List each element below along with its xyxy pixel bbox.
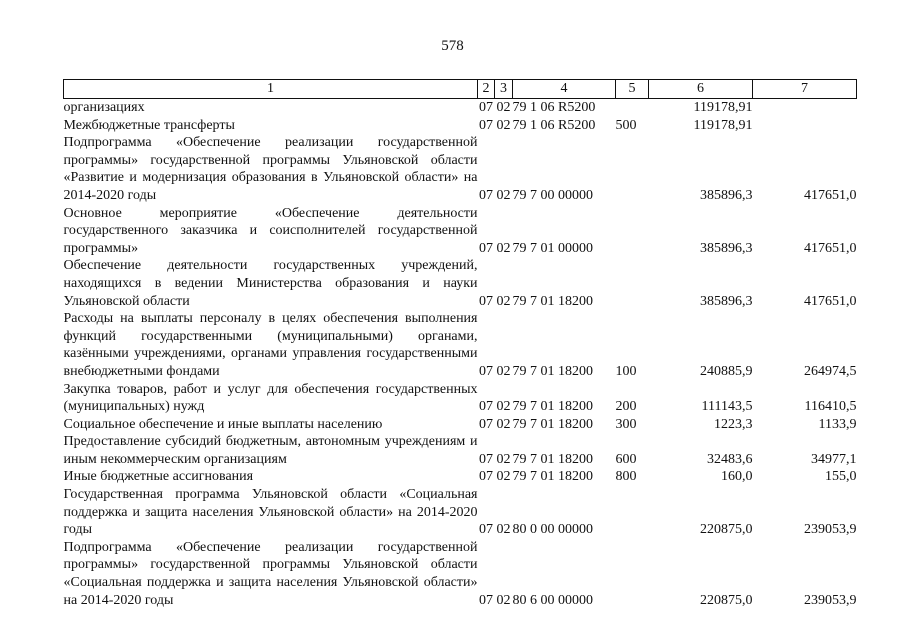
row-value-7: 417651,0 — [804, 240, 857, 256]
row-value-6: 1223,3 — [714, 416, 753, 432]
table-row — [64, 539, 857, 609]
row-type: 500 — [615, 117, 637, 133]
col-header-3: 3 — [495, 80, 513, 99]
row-value-7: 1133,9 — [818, 416, 857, 432]
row-value-7: 239053,9 — [804, 522, 857, 538]
row-code: 79 7 01 18200 — [512, 293, 593, 309]
row-section: 07 — [479, 187, 493, 203]
row-code: 79 7 01 00000 — [512, 240, 593, 256]
row-section: 07 — [479, 416, 493, 432]
row-type — [616, 205, 649, 258]
row-section: 07 — [479, 117, 493, 133]
row-subsection: 02 — [496, 240, 511, 256]
row-code: 79 7 01 18200 — [512, 469, 593, 485]
row-name: Социальное обеспечение и иные выплаты населению — [63, 416, 383, 432]
row-name: Закупка товаров, работ и услуг для обеспечения государственных (муниципальных) нужд — [63, 381, 478, 415]
row-code: 79 7 01 18200 — [512, 363, 593, 379]
row-subsection: 02 — [496, 522, 511, 538]
table-row — [64, 205, 857, 258]
row-subsection: 02 — [496, 293, 511, 309]
row-subsection: 02 — [496, 187, 511, 203]
row-type — [616, 539, 649, 609]
row-value-7 — [753, 99, 857, 117]
row-value-7: 417651,0 — [804, 187, 857, 203]
table-row — [64, 416, 857, 434]
row-type: 200 — [615, 399, 637, 415]
row-code: 79 7 01 18200 — [512, 399, 593, 415]
col-header-5: 5 — [616, 80, 649, 99]
row-subsection: 02 — [496, 451, 511, 467]
row-value-6: 111143,5 — [701, 399, 753, 415]
row-code: 80 6 00 00000 — [512, 592, 593, 608]
row-type: 300 — [615, 416, 637, 432]
row-name: Предоставление субсидий бюджетным, автономным учреждениям и иным некоммерческим организациям — [63, 434, 478, 467]
table-row — [64, 486, 857, 539]
table-row — [64, 257, 857, 310]
row-name: Обеспечение деятельности государственных учреждений, находящихся в ведении Министерства образования и науки Ульяновской области — [63, 258, 478, 309]
row-section: 07 — [479, 522, 493, 538]
row-section: 07 — [479, 399, 493, 415]
row-type — [616, 99, 649, 117]
row-value-6: 119178,91 — [693, 100, 753, 115]
row-subsection: 02 — [496, 399, 511, 415]
row-name: Иные бюджетные ассигнования — [63, 469, 254, 485]
row-name: организациях — [63, 100, 145, 115]
row-name: Расходы на выплаты персоналу в целях обеспечения выполнения функций государственными (муниципальными) органами, казёнными учреждениями, органами управления государственными внебюджетными фондами — [63, 311, 478, 379]
row-value-6: 240885,9 — [700, 363, 753, 379]
budget-table — [63, 79, 857, 609]
row-name: Межбюджетные трансферты — [63, 117, 235, 133]
row-code: 80 0 00 00000 — [512, 522, 593, 538]
col-header-6: 6 — [649, 80, 753, 99]
row-value-7: 116410,5 — [804, 399, 857, 415]
row-subsection: 02 — [496, 100, 511, 115]
row-value-6: 32483,6 — [707, 451, 753, 467]
row-value-6: 160,0 — [721, 469, 753, 485]
row-value-6: 119178,91 — [693, 117, 753, 133]
row-value-6: 385896,3 — [700, 187, 753, 203]
row-type: 600 — [615, 451, 637, 467]
row-section: 07 — [479, 469, 493, 485]
table-row — [64, 310, 857, 380]
row-subsection: 02 — [496, 592, 511, 608]
col-header-1: 1 — [64, 80, 478, 99]
row-name: Подпрограмма «Обеспечение реализации государственной программы» государственной программы Ульяновской области «Развитие и модернизация образования в Ульяновской области» на 2014-2020 годы — [63, 135, 478, 203]
row-code: 79 7 01 18200 — [512, 451, 593, 467]
table-row — [64, 468, 857, 486]
row-code: 79 1 06 R5200 — [512, 100, 596, 115]
row-value-6: 220875,0 — [700, 522, 753, 538]
row-value-7: 264974,5 — [804, 363, 857, 379]
row-code: 79 1 06 R5200 — [512, 117, 596, 133]
row-value-6: 220875,0 — [700, 592, 753, 608]
row-section: 07 — [479, 592, 493, 608]
row-value-7: 417651,0 — [804, 293, 857, 309]
col-header-7: 7 — [753, 80, 857, 99]
row-value-7 — [753, 117, 857, 135]
row-code: 79 7 00 00000 — [512, 187, 593, 203]
row-subsection: 02 — [496, 416, 511, 432]
row-section: 07 — [479, 451, 493, 467]
row-value-6: 385896,3 — [700, 293, 753, 309]
row-subsection: 02 — [496, 363, 511, 379]
header-row — [64, 80, 857, 99]
row-type — [616, 134, 649, 204]
page-number: 578 — [441, 38, 464, 54]
table-row — [64, 134, 857, 204]
row-section: 07 — [479, 240, 493, 256]
row-value-7: 155,0 — [825, 469, 857, 485]
row-name: Подпрограмма «Обеспечение реализации государственной программы» государственной программы Ульяновской области «Социальная поддержка и защита населения Ульяновской области» на 2014-2020 годы — [63, 539, 478, 608]
row-type: 100 — [615, 363, 637, 379]
col-header-4: 4 — [513, 80, 616, 99]
row-type — [616, 486, 649, 539]
table-row — [64, 433, 857, 468]
row-code: 79 7 01 18200 — [512, 416, 593, 432]
table-row — [64, 117, 857, 135]
row-type — [616, 257, 649, 310]
col-header-2: 2 — [478, 80, 495, 99]
table-row — [64, 381, 857, 416]
table-row — [64, 99, 857, 117]
row-name: Основное мероприятие «Обеспечение деятельности государственного заказчика и соисполнителей государственной программы» — [63, 205, 478, 256]
row-name: Государственная программа Ульяновской области «Социальная поддержка и защита населения Ульяновской области» на 2014-2020 годы — [63, 487, 478, 538]
row-subsection: 02 — [496, 117, 511, 133]
row-section: 07 — [479, 293, 493, 309]
row-value-6: 385896,3 — [700, 240, 753, 256]
row-section: 07 — [479, 363, 493, 379]
row-value-7: 34977,1 — [811, 451, 857, 467]
row-value-7: 239053,9 — [804, 592, 857, 608]
row-subsection: 02 — [496, 469, 511, 485]
row-section: 07 — [479, 100, 493, 115]
row-type: 800 — [615, 469, 637, 485]
